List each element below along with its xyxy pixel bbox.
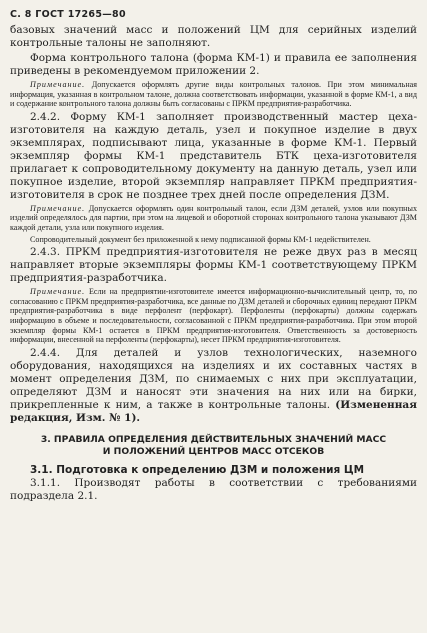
page-header: С. 8 ГОСТ 17265—80 (10, 9, 126, 20)
paragraph-2-4-4-text: 2.4.4. Для деталей и узлов технологических, наземного оборудования, находящихся на изделиях и их составных частях в момент определения ДЗМ, по снимаемых с них при эксплуатации, определяют ДЗМ и наносят эти значения на них или на бирки, прикрепленные к ним, а также в контрольные талоны. (10, 346, 417, 411)
note-2-text: Допускается оформлять один контрольный талон, если ДЗМ деталей, узлов или покупных изделий определялось для партии, при этом на лицевой и оборотной сторонах контрольного талона указывают ДЗМ каждой детали, узла или покупного изделия. (10, 203, 417, 232)
note-1-text: Допускается оформлять другие виды контрольных талонов. При этом минимальная информация, указанная в контрольном талоне, должна соответствовать информации, указанной в форме КМ-1, а вид и содержание контрольного талона должны быть согласованы с ПРКМ предприятия-разработчика. (10, 80, 417, 109)
page-body (10, 24, 417, 505)
paragraph-3-1-1: 3.1.1. Производят работы в соответствии с требованиями подраздела 2.1. (10, 476, 417, 502)
paragraph-2-4-3: 2.4.3. ПРКМ предприятия-изготовителя не реже двух раз в месяц направляет вторые экземпляры формы КМ-1 соответствующему ПРКМ предприятия-разработчика. (10, 246, 417, 285)
section-3-title-line-2: И ПОЛОЖЕНИЙ ЦЕНТРОВ МАСС ОТСЕКОВ (102, 445, 325, 457)
paragraph-2-4-4 (10, 347, 417, 425)
note-3 (10, 287, 417, 345)
note-2-lead: Примечание. (30, 203, 86, 213)
note-2 (10, 204, 417, 233)
section-3-title-line-1: 3. ПРАВИЛА ОПРЕДЕЛЕНИЯ ДЕЙСТВИТЕЛЬНЫХ ЗНАЧЕНИЙ МАСС (40, 433, 387, 445)
note-2-extra: Сопроводительный документ без приложенной к нему подписанной формы КМ-1 недействителен. (30, 234, 371, 244)
paragraph-form-km1: Форма контрольного талона (форма КМ-1) и правила ее заполнения приведены в рекомендуемом приложении 2. (10, 52, 417, 77)
revision-note: (Измененная редакция, Изм. № 1). (10, 398, 417, 424)
section-3-title (10, 434, 417, 458)
note-3-lead: Примечание. (30, 287, 86, 297)
paragraph-intro: базовых значений масс и положений ЦМ для серийных изделий контрольные талоны не заполняют. (10, 24, 417, 49)
paragraph-2-4-2: 2.4.2. Форму КМ-1 заполняет производственный мастер цеха-изготовителя на каждую деталь, узел и покупное изделие в двух экземплярах, подписывают лица, указанные в форме КМ-1. Первый экземпляр формы КМ-1 представитель БТК цеха-изготовителя прилагает к сопроводительному документу на данную деталь, узел или покупное изделие, второй экземпляр направляет ПРКМ предприятия-изготовителя в срок не позднее трех дней после определения ДЗМ. (10, 110, 417, 201)
note-3-text: Если на предприятии-изготовителе имеется информационно-вычислительный центр, то, по согласованию с ПРКМ предприятия-разработчика, все данные по ДЗМ деталей и сборочных единиц передают ПРКМ предприятия-разработчика в виде перфолент (перфокарт). Перфоленты (перфокарты) должны содержать информацию в объеме и последовательности, согласованной с ПРКМ предприятия-разработчика. При этом второй экземпляр формы КМ-1 остается в ПРКМ предприятия-изготовителя. Ответственность за достоверность информации, внесенной на перфоленты (перфокарты), несет ПРКМ предприятия-изготовителя. (10, 287, 417, 345)
subsection-3-1-title: 3.1. Подготовка к определению ДЗМ и положения ЦМ (30, 463, 365, 476)
note-1-lead: Примечание. (30, 80, 86, 89)
note-1 (10, 80, 417, 109)
